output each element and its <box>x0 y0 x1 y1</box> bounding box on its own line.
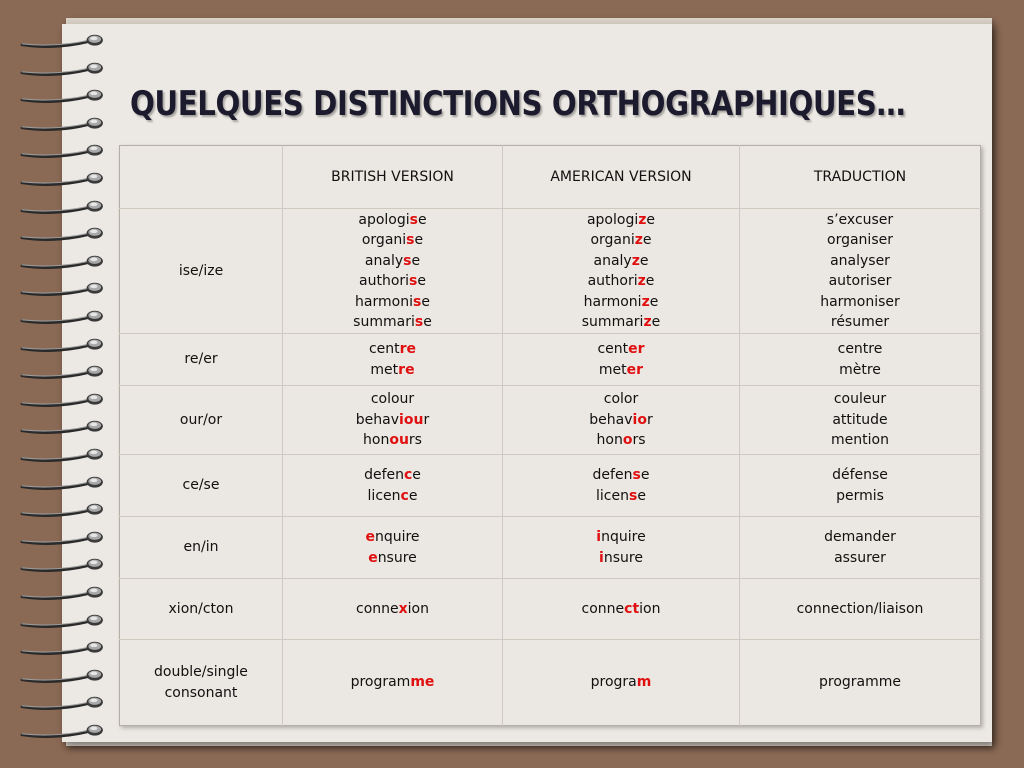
word-part: nsure <box>377 549 417 566</box>
traduction-word: attitude <box>832 411 888 428</box>
word-part: apologi <box>358 211 410 228</box>
spiral-coil <box>14 32 110 52</box>
highlighted-letters: c <box>403 467 413 483</box>
highlighted-letters: e <box>368 549 378 566</box>
traduction-word: résumer <box>830 314 890 330</box>
spelling-table <box>119 145 981 726</box>
british-cell <box>283 517 503 579</box>
word-part: progra <box>590 674 637 691</box>
british-cell <box>283 455 503 517</box>
spiral-coil <box>14 501 110 521</box>
word-part: e <box>414 232 424 248</box>
spiral-coil <box>14 60 110 80</box>
spiral-coil <box>14 418 110 438</box>
american-word <box>509 339 733 360</box>
word-part: program <box>350 674 411 691</box>
word-part: defen <box>592 467 633 483</box>
word-part: summari <box>353 314 415 330</box>
american-word <box>509 430 733 451</box>
spiral-coil <box>14 87 110 107</box>
british-word <box>289 430 496 451</box>
row-label: en/in <box>120 517 283 579</box>
spiral-coil <box>14 225 110 245</box>
word-part: hon <box>363 432 390 449</box>
highlighted-letters: z <box>631 252 640 269</box>
word-part: conne <box>581 600 625 617</box>
british-word <box>289 486 496 507</box>
traduction-word: autoriser <box>828 273 892 289</box>
american-word <box>509 360 733 381</box>
spiral-coil <box>14 142 110 162</box>
word-part: colour <box>370 391 415 408</box>
spiral-coil <box>14 474 110 494</box>
word-part: harmoni <box>583 293 642 310</box>
traduction-word: analyser <box>830 252 890 269</box>
british-word <box>289 251 496 272</box>
traduction-word: couleur <box>833 391 887 408</box>
traduction-word: demander <box>824 529 896 545</box>
highlighted-letters: s <box>414 314 424 330</box>
highlighted-letters: ct <box>624 600 640 617</box>
british-word <box>289 230 496 251</box>
word-part: analy <box>364 252 404 269</box>
word-part: nquire <box>374 529 420 545</box>
word-part: e <box>408 487 418 504</box>
word-part: hon <box>596 432 623 449</box>
header-british: BRITISH VERSION <box>283 146 503 209</box>
spiral-coil <box>14 391 110 411</box>
row-label: ce/se <box>120 455 283 517</box>
word-part: organi <box>590 232 635 248</box>
word-part: e <box>639 252 649 269</box>
british-cell <box>283 334 503 386</box>
word-part: summari <box>581 314 644 330</box>
british-word <box>289 360 496 381</box>
british-word <box>289 292 496 313</box>
spiral-coil <box>14 556 110 576</box>
highlighted-letters: i <box>599 549 604 566</box>
table-row <box>120 209 981 334</box>
british-word <box>289 410 496 431</box>
word-part: analy <box>593 252 632 269</box>
word-part: e <box>651 314 661 330</box>
table-row <box>120 334 981 386</box>
traduction-word: organiser <box>827 232 893 248</box>
british-word <box>289 210 496 231</box>
british-cell <box>283 579 503 640</box>
traduction-cell <box>740 517 981 579</box>
word-part: r <box>646 411 653 428</box>
highlighted-letters: z <box>641 293 650 310</box>
spiral-coil <box>14 280 110 300</box>
row-label: our/or <box>120 386 283 455</box>
word-part: e <box>421 293 430 310</box>
highlighted-letters: x <box>398 600 408 617</box>
table-row <box>120 579 981 640</box>
word-part: met <box>598 361 627 378</box>
american-word <box>509 599 733 620</box>
highlighted-letters: e <box>365 529 375 545</box>
table-row <box>120 517 981 579</box>
word-part: defen <box>364 467 404 483</box>
header-cell-empty <box>120 146 283 209</box>
traduction-cell <box>740 640 981 726</box>
traduction-word: assurer <box>834 549 886 566</box>
traduction-cell <box>740 209 981 334</box>
american-cell <box>503 579 740 640</box>
word-part: e <box>649 293 659 310</box>
traduction-word: défense <box>832 467 888 483</box>
american-cell <box>503 334 740 386</box>
spiral-coil <box>14 722 110 742</box>
american-cell <box>503 517 740 579</box>
highlighted-letters: s <box>409 211 418 228</box>
british-cell <box>283 209 503 334</box>
british-word <box>289 271 496 292</box>
british-word <box>289 312 496 333</box>
british-cell <box>283 640 503 726</box>
traduction-cell <box>740 334 981 386</box>
word-part: nsure <box>603 549 643 566</box>
word-part: organi <box>361 232 407 248</box>
word-part: met <box>370 361 399 378</box>
highlighted-letters: me <box>410 674 435 691</box>
word-part: cent <box>368 341 400 357</box>
british-cell <box>283 386 503 455</box>
traduction-cell <box>740 579 981 640</box>
row-label: xion/cton <box>120 579 283 640</box>
word-part: color <box>603 391 639 408</box>
highlighted-letters: i <box>596 529 602 545</box>
american-word <box>509 548 733 569</box>
word-part: rs <box>408 432 422 449</box>
highlighted-letters: o <box>622 432 633 449</box>
american-cell <box>503 209 740 334</box>
british-word <box>289 527 496 548</box>
row-label: ise/ize <box>120 209 283 334</box>
highlighted-letters: re <box>398 361 415 378</box>
traduction-word: mètre <box>839 361 881 378</box>
word-part: cent <box>597 341 629 357</box>
header-traduction: TRADUCTION <box>740 146 981 209</box>
spiral-coil <box>14 363 110 383</box>
word-part: rs <box>632 432 646 449</box>
spiral-coil <box>14 529 110 549</box>
american-word <box>509 251 733 272</box>
american-word <box>509 672 733 693</box>
american-cell <box>503 455 740 517</box>
traduction-word: connection/liaison <box>796 600 924 617</box>
american-word <box>509 312 733 333</box>
header-american: AMERICAN VERSION <box>503 146 740 209</box>
highlighted-letters: s <box>409 273 418 289</box>
table-row <box>120 640 981 726</box>
spiral-coil <box>14 446 110 466</box>
word-part: licen <box>367 487 401 504</box>
highlighted-letters: iou <box>399 411 424 428</box>
highlighted-letters: s <box>412 293 422 310</box>
highlighted-letters: ou <box>389 432 409 449</box>
word-part: authori <box>587 273 638 289</box>
american-word <box>509 210 733 231</box>
highlighted-letters: s <box>406 232 415 248</box>
american-word <box>509 410 733 431</box>
spiral-coil <box>14 170 110 190</box>
traduction-word: programme <box>818 674 901 691</box>
header-row <box>120 146 981 209</box>
american-word <box>509 230 733 251</box>
word-part: nquire <box>601 529 646 545</box>
highlighted-letters: io <box>632 411 647 428</box>
british-word <box>289 389 496 410</box>
word-part: e <box>412 467 421 483</box>
american-word <box>509 389 733 410</box>
highlighted-letters: s <box>403 252 412 269</box>
word-part: authori <box>359 273 410 289</box>
word-part: ion <box>407 600 429 617</box>
row-label: re/er <box>120 334 283 386</box>
word-part: conne <box>356 600 399 617</box>
british-word <box>289 548 496 569</box>
word-part: e <box>637 487 646 504</box>
highlighted-letters: z <box>643 314 652 330</box>
spiral-coil <box>14 694 110 714</box>
british-word <box>289 599 496 620</box>
word-part: ion <box>639 600 661 617</box>
spiral-coil <box>14 308 110 328</box>
highlighted-letters: z <box>637 273 646 289</box>
british-word <box>289 339 496 360</box>
spiral-coil <box>14 253 110 273</box>
traduction-word: harmoniser <box>820 293 900 310</box>
word-part: e <box>640 467 650 483</box>
word-part: apologi <box>586 211 639 228</box>
word-part: e <box>642 232 652 248</box>
word-part: e <box>645 273 655 289</box>
spiral-coil <box>14 115 110 135</box>
spiral-coil <box>14 198 110 218</box>
slide-title: QUELQUES DISTINCTIONS ORTHOGRAPHIQUES… <box>130 84 906 124</box>
spiral-coil <box>14 336 110 356</box>
word-part: r <box>423 411 430 428</box>
word-part: licen <box>596 487 629 504</box>
table-row <box>120 386 981 455</box>
traduction-word: centre <box>837 341 883 357</box>
highlighted-letters: re <box>399 341 417 357</box>
word-part: e <box>646 211 656 228</box>
word-part: e <box>411 252 421 269</box>
american-word <box>509 527 733 548</box>
highlighted-letters: c <box>400 487 409 504</box>
american-word <box>509 271 733 292</box>
highlighted-letters: s <box>629 487 638 504</box>
highlighted-letters: s <box>632 467 641 483</box>
british-word <box>289 465 496 486</box>
table-row <box>120 455 981 517</box>
highlighted-letters: er <box>626 361 644 378</box>
spiral-coil <box>14 667 110 687</box>
spiral-coil <box>14 584 110 604</box>
traduction-cell <box>740 455 981 517</box>
spiral-coil <box>14 639 110 659</box>
highlighted-letters: m <box>636 674 652 691</box>
american-cell <box>503 640 740 726</box>
traduction-word: permis <box>836 487 884 504</box>
traduction-cell <box>740 386 981 455</box>
british-word <box>289 672 496 693</box>
american-word <box>509 292 733 313</box>
row-label: double/single consonant <box>120 640 283 726</box>
traduction-word: s’excuser <box>826 211 894 228</box>
word-part: behav <box>355 411 400 428</box>
highlighted-letters: z <box>638 211 647 228</box>
american-cell <box>503 386 740 455</box>
highlighted-letters: z <box>634 232 643 248</box>
american-word <box>509 486 733 507</box>
word-part: e <box>417 211 427 228</box>
american-word <box>509 465 733 486</box>
spiral-coil <box>14 612 110 632</box>
word-part: e <box>423 314 432 330</box>
traduction-word: mention <box>831 432 889 449</box>
highlighted-letters: er <box>628 341 645 357</box>
word-part: behav <box>589 411 633 428</box>
word-part: e <box>417 273 426 289</box>
word-part: harmoni <box>355 293 413 310</box>
